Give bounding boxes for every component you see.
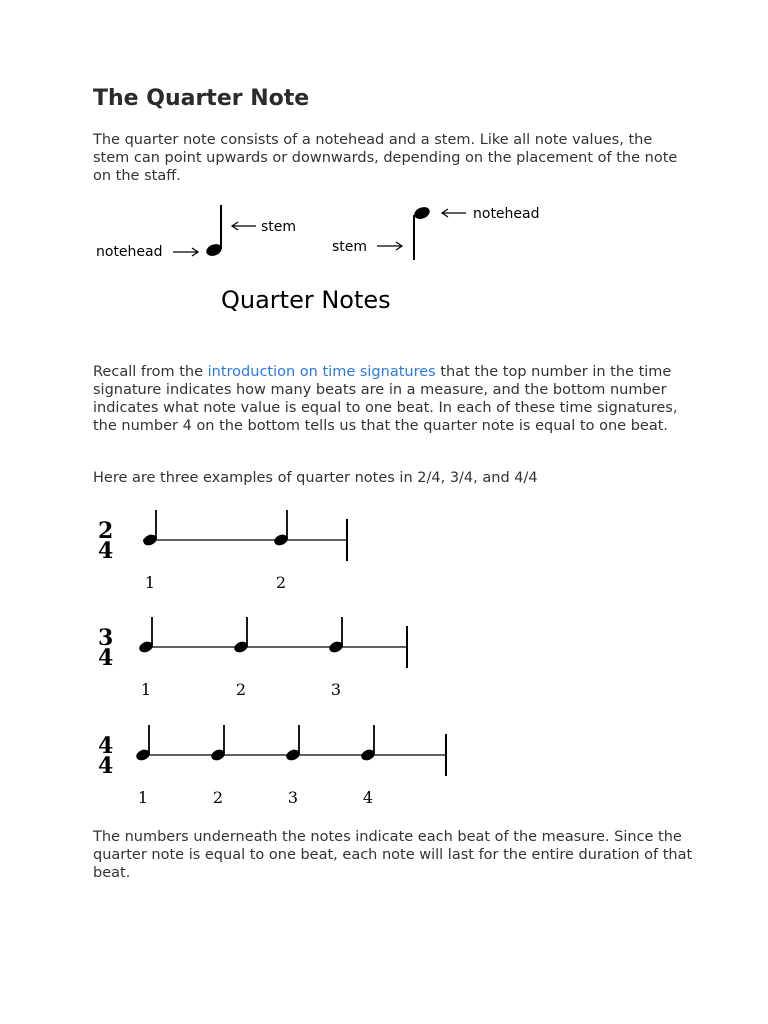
beat-number: 4: [362, 788, 374, 807]
beat-number: 1: [137, 788, 149, 807]
label-notehead-left: notehead: [96, 244, 163, 260]
beat-number: 1: [140, 680, 152, 699]
time-signatures-link[interactable]: introduction on time signatures: [207, 364, 436, 380]
beat-number: 2: [275, 573, 287, 592]
beat-number: 2: [235, 680, 247, 699]
time-signature-bottom: 4: [98, 538, 114, 564]
beat-number: 3: [287, 788, 299, 807]
label-stem-right: stem: [332, 239, 368, 255]
label-stem-left: stem: [261, 219, 297, 235]
beat-number: 3: [330, 680, 342, 699]
time-signature-top: 2: [98, 518, 114, 544]
time-signature-bottom: 4: [98, 753, 114, 779]
beats-explanation: The numbers underneath the notes indicate each beat of the measure. Since the quarter note is equal to one beat, each note will last for the entire duration of that beat.: [93, 829, 693, 881]
time-signature-top: 3: [98, 625, 114, 651]
time-signature-top: 4: [98, 733, 114, 759]
page-title: The Quarter Note: [93, 86, 310, 111]
diagram-caption: Quarter Notes: [221, 286, 391, 314]
para2-before: Recall from the: [93, 364, 208, 380]
beat-number: 1: [144, 573, 156, 592]
beat-number: 2: [212, 788, 224, 807]
examples-intro: Here are three examples of quarter notes in 2/4, 3/4, and 4/4: [93, 470, 538, 486]
para2-after: that the top number in the time signature indicates how many beats are in a measure, and the bottom number indicates what note value is equal to one beat. In each of these time signatures, the number 4 on the bottom tells us that the quarter note is equal to one beat.: [93, 364, 678, 434]
label-notehead-right: notehead: [473, 206, 540, 222]
time-signature-bottom: 4: [98, 645, 114, 671]
intro-paragraph: The quarter note consists of a notehead and a stem. Like all note values, the stem can point upwards or downwards, depending on the placement of the note on the staff.: [93, 132, 678, 184]
